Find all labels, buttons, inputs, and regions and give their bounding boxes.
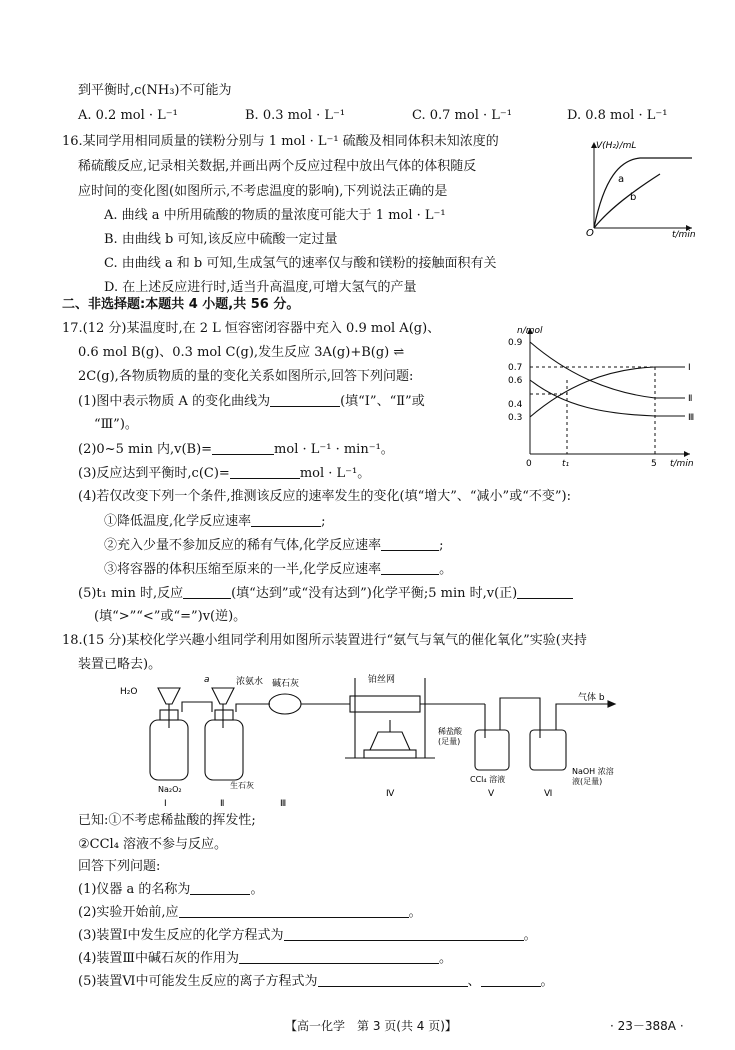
curve-a <box>594 158 692 228</box>
question-text: 到平衡时,c(NH₃)不可能为 <box>78 83 232 98</box>
q16-volume-graph <box>580 138 700 238</box>
q17-part3: (3)反应达到平衡时,c(C)= mol · L⁻¹。 <box>78 466 371 481</box>
q18-part5: (5)装置Ⅵ中可能发生反应的离子方程式为 、 。 <box>78 974 554 989</box>
y-axis-label: V(H₂)/mL <box>596 141 637 151</box>
curve-label: Ⅰ <box>688 363 691 373</box>
label-naoh-2: 液(足量) <box>572 777 603 786</box>
q16-option-a: A. 曲线 a 中所用硫酸的物质的量浓度可能大于 1 mol · L⁻¹ <box>104 208 446 223</box>
curve-c <box>530 367 685 417</box>
known-1: 已知:①不考虑稀盐酸的挥发性; <box>78 813 256 828</box>
q17-part4-2: ②充入少量不参加反应的稀有气体,化学反应速率 ; <box>104 538 444 553</box>
known-2: ②CCl₄ 溶液不参与反应。 <box>78 837 228 852</box>
y-axis-label: n/mol <box>517 326 543 336</box>
bottle-6 <box>530 730 566 770</box>
curve-label: Ⅱ <box>688 394 693 404</box>
answer-blank[interactable] <box>179 903 409 918</box>
label-i: Ⅰ <box>164 799 167 809</box>
label-hcl: 稀盐酸 <box>438 727 462 736</box>
curve-a <box>530 342 685 398</box>
label-ammonia: 浓氨水 <box>236 677 264 687</box>
origin-label: O <box>586 228 594 238</box>
page-code: · 23－388A · <box>610 1019 684 1033</box>
answer-blank[interactable] <box>239 949 439 964</box>
label-vi: Ⅵ <box>544 789 553 799</box>
answer-blank[interactable] <box>517 584 573 599</box>
q17-part1: (1)图中表示物质 A 的变化曲线为 (填“Ⅰ”、“Ⅱ”或 <box>78 394 425 409</box>
label-iv: Ⅳ <box>386 789 395 799</box>
y-tick-label: 0.9 <box>508 338 523 348</box>
section-title: 二、非选择题:本题共 4 小题,共 56 分。 <box>62 297 300 312</box>
answer-intro: 回答下列问题: <box>78 859 161 874</box>
y-tick-label: 0.4 <box>508 400 523 410</box>
label-sodalime: 碱石灰 <box>272 679 300 689</box>
answer-blank[interactable] <box>190 880 250 895</box>
y-tick-label: 0.3 <box>508 413 523 423</box>
funnel-2 <box>212 688 234 704</box>
q17-amount-chart <box>505 322 700 472</box>
q16-line-3: 应时间的变化图(如图所示,不考虑温度的影响),下列说法正确的是 <box>78 184 448 199</box>
label-a: a <box>204 675 210 685</box>
label-pt: 铂丝网 <box>368 675 396 685</box>
q17-part4: (4)若仅改变下列一个条件,推测该反应的速率发生的变化(填“增大”、“减小”或“不变”): <box>78 489 571 504</box>
apparatus-diagram <box>120 668 640 810</box>
q18-part1: (1)仪器 a 的名称为 。 <box>78 882 264 897</box>
answer-blank[interactable] <box>381 536 439 551</box>
q16-option-b: B. 由曲线 b 可知,该反应中硫酸一定过量 <box>104 232 338 247</box>
y-tick-label: 0.7 <box>508 363 523 373</box>
label-hcl-2: (足量) <box>438 737 461 746</box>
x-tick-label: 0 <box>526 459 532 469</box>
label-ii: Ⅱ <box>220 799 225 809</box>
label-h2o: H₂O <box>120 687 138 697</box>
q18-part3: (3)装置Ⅰ中发生反应的化学方程式为 。 <box>78 928 537 943</box>
option-b: B. 0.3 mol · L⁻¹ <box>245 108 346 123</box>
q17-part4-1: ①降低温度,化学反应速率 ; <box>104 514 326 529</box>
alcohol-lamp <box>370 732 410 750</box>
funnel-1 <box>158 688 180 704</box>
q17-intro-1: 17.(12 分)某温度时,在 2 L 恒容密闭容器中充入 0.9 mol A(g)、 <box>62 321 441 336</box>
flask-2 <box>205 720 243 780</box>
q18-part4: (4)装置Ⅲ中碱石灰的作用为 。 <box>78 951 452 966</box>
answer-blank[interactable] <box>481 972 541 987</box>
q16-line-1: 16.某同学用相同质量的镁粉分别与 1 mol · L⁻¹ 硫酸及相同体积未知浓度的 <box>62 134 499 149</box>
page-footer: 【高一化学 第 3 页(共 4 页)】 <box>285 1019 457 1033</box>
answer-blank[interactable] <box>270 392 340 407</box>
q17-intro-3: 2C(g),各物质物质的量的变化关系如图所示,回答下列问题: <box>78 369 414 384</box>
drying-tube <box>269 694 301 714</box>
curve-a-label: a <box>618 174 625 185</box>
curve-b <box>594 174 660 228</box>
x-tick-label: 5 <box>651 459 657 469</box>
label-naoh: NaOH 浓溶 <box>572 767 614 776</box>
label-na2o2: Na₂O₂ <box>158 785 182 794</box>
q17-part1-cont: “Ⅲ”)。 <box>94 417 138 432</box>
q18-intro-2: 装置已略去)。 <box>78 657 162 672</box>
bottle-5 <box>475 730 509 770</box>
label-v: Ⅴ <box>488 789 495 799</box>
q16-option-d: D. 在上述反应进行时,适当升高温度,可增大氢气的产量 <box>104 280 417 295</box>
q17-intro-2: 0.6 mol B(g)、0.3 mol C(g),发生反应 3A(g)+B(g) ⇌ <box>78 345 405 360</box>
x-tick-label: t₁ <box>562 459 570 469</box>
answer-blank[interactable] <box>230 464 300 479</box>
q16-option-c: C. 由曲线 a 和 b 可知,生成氢气的速率仅与酸和镁粉的接触面积有关 <box>104 256 497 271</box>
reaction-tube <box>350 696 420 712</box>
label-lime: 生石灰 <box>230 781 254 790</box>
label-ccl4: CCl₄ 溶液 <box>470 775 506 784</box>
answer-blank[interactable] <box>284 926 524 941</box>
flask-1 <box>150 720 188 780</box>
q17-part4-3: ③将容器的体积压缩至原来的一半,化学反应速率 。 <box>104 562 453 577</box>
option-a: A. 0.2 mol · L⁻¹ <box>78 108 178 123</box>
label-gas: 气体 b <box>578 693 605 703</box>
y-tick-label: 0.6 <box>508 376 523 386</box>
option-d: D. 0.8 mol · L⁻¹ <box>567 108 668 123</box>
answer-blank[interactable] <box>381 560 439 575</box>
answer-blank[interactable] <box>183 584 231 599</box>
answer-blank[interactable] <box>318 972 468 987</box>
q16-line-2: 稀硫酸反应,记录相关数据,并画出两个反应过程中放出气体的体积随反 <box>78 159 477 174</box>
q17-part5-cont: (填“>”“<”或“=”)v(逆)。 <box>94 609 247 624</box>
answer-blank[interactable] <box>251 512 321 527</box>
option-c: C. 0.7 mol · L⁻¹ <box>412 108 512 123</box>
q17-part2: (2)0~5 min 内,v(B)= mol · L⁻¹ · min⁻¹。 <box>78 442 394 457</box>
curve-b-label: b <box>630 192 637 203</box>
q17-part5: (5)t₁ min 时,反应 (填“达到”或“没有达到”)化学平衡;5 min 时,v(正) <box>78 584 573 603</box>
answer-blank[interactable] <box>212 440 274 455</box>
x-axis-label: t/min <box>670 459 694 469</box>
q18-part2: (2)实验开始前,应 。 <box>78 905 422 920</box>
q18-intro-1: 18.(15 分)某校化学兴趣小组同学利用如图所示装置进行“氨气与氧气的催化氧化”实验(夹持 <box>62 633 587 648</box>
x-axis-label: t/min <box>672 230 696 238</box>
curve-label: Ⅲ <box>688 413 695 423</box>
label-iii: Ⅲ <box>280 799 287 809</box>
